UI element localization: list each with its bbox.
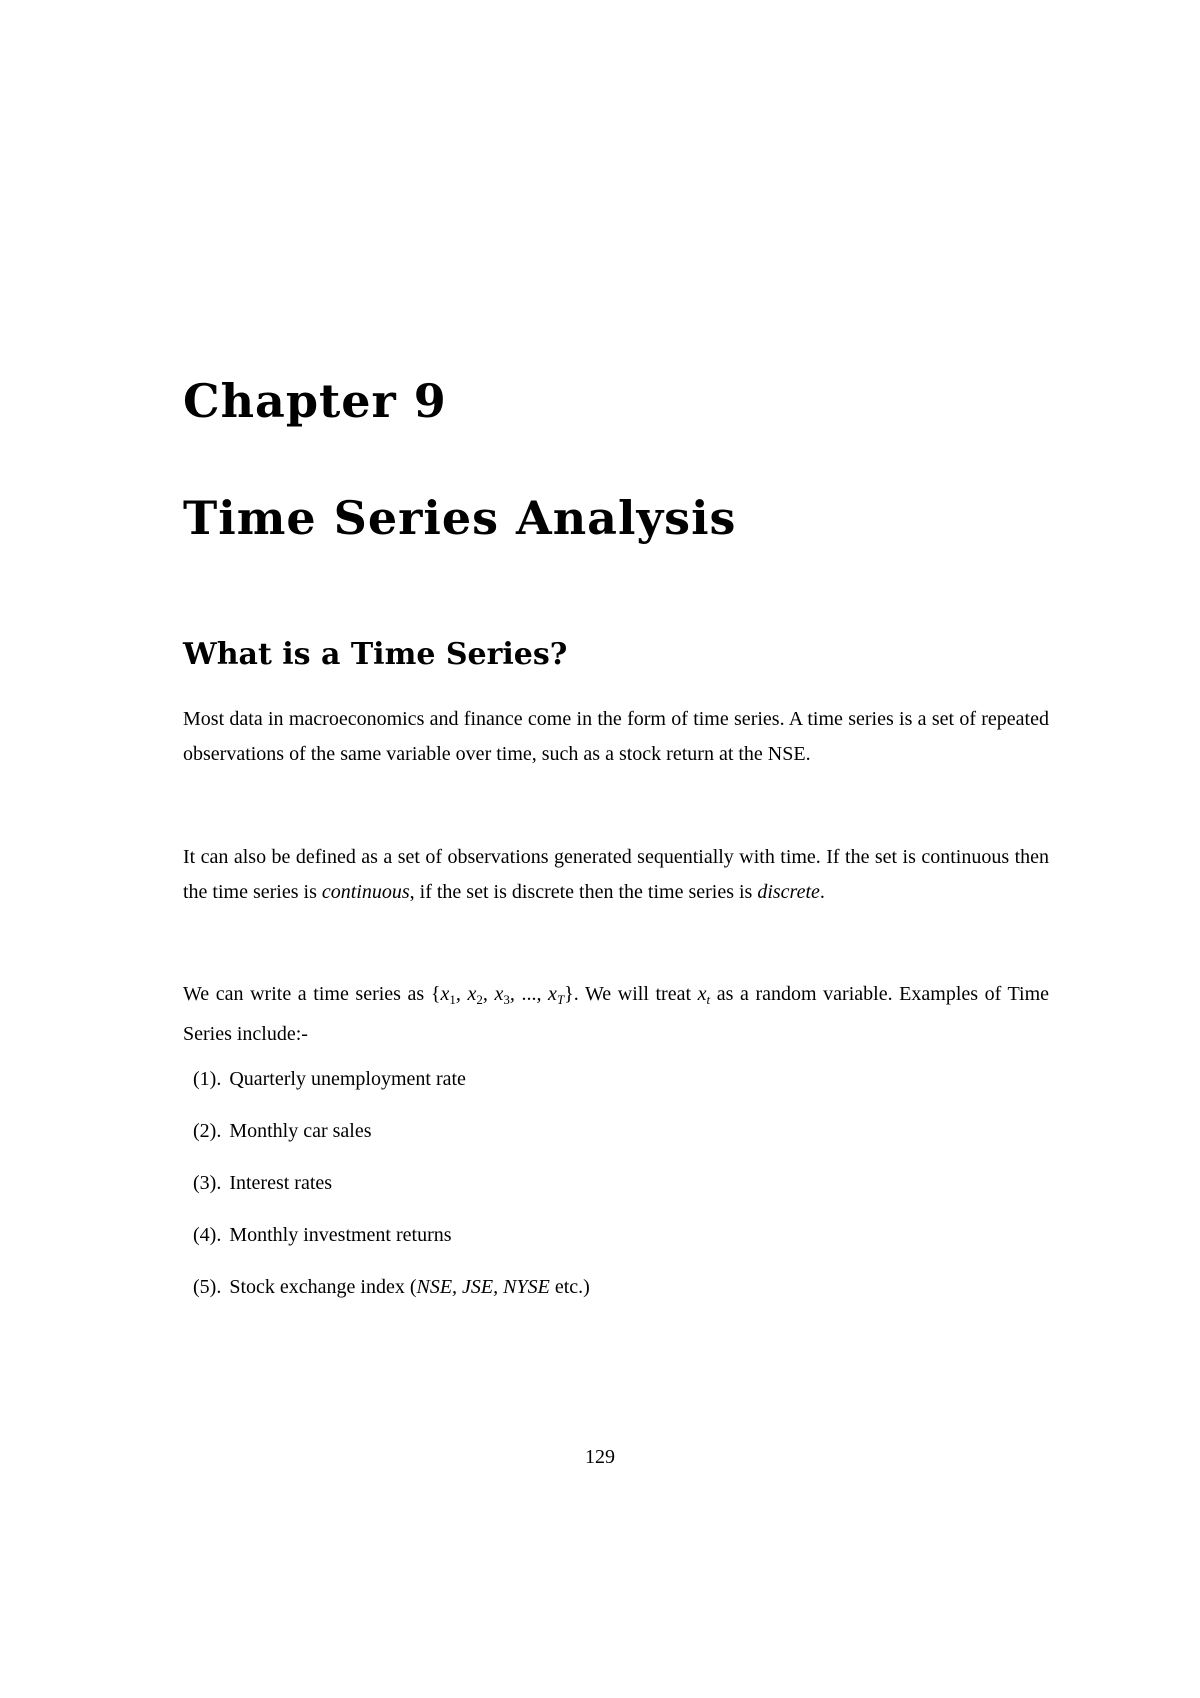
list-item <box>193 1166 590 1218</box>
paragraph-notation <box>183 977 1049 1052</box>
term-discrete: discrete <box>757 881 820 903</box>
list-item-label: Monthly car sales <box>229 1120 372 1142</box>
list-item-label: Interest rates <box>229 1172 333 1194</box>
list-item-label: etc.) <box>549 1276 590 1298</box>
list-item-index: (1). <box>193 1068 222 1090</box>
list-item-index: (2). <box>193 1120 222 1142</box>
chapter-title: Time Series Analysis <box>183 491 737 545</box>
paragraph-definition <box>183 702 1049 772</box>
list-item <box>193 1062 590 1114</box>
list-item <box>193 1270 590 1322</box>
paragraph-continuous-discrete <box>183 840 1049 910</box>
paragraph-text: It can also be defined as a set of observations generated sequentially with time. If the set is continuous then the time series is <box>183 846 1049 903</box>
paragraph-text: Most data in macroeconomics and finance come in the form of time series. A time series is a set of repeated observations of the same variable over time, such as a stock return at the NSE. <box>183 708 1049 765</box>
term-continuous: continuous <box>321 881 410 903</box>
page-number: 129 <box>585 1446 615 1468</box>
paragraph-text: We can write a time series as <box>183 983 431 1005</box>
examples-list <box>193 1062 590 1322</box>
list-item-label: Stock exchange index ( <box>229 1276 417 1298</box>
paragraph-text: , if the set is discrete then the time series is <box>409 881 758 903</box>
section-heading: What is a Time Series? <box>183 637 568 672</box>
paragraph-text: as a random variable. Examples of Time Series include:- <box>183 983 1050 1045</box>
paragraph-text: . <box>819 881 825 903</box>
list-item-label: Monthly investment returns <box>229 1224 452 1246</box>
chapter-label: Chapter 9 <box>183 374 447 428</box>
random-variable-notation: $x_t$ <box>697 983 711 1007</box>
list-item-label: Quarterly unemployment rate <box>229 1068 466 1090</box>
list-item-index: (5). <box>193 1276 222 1298</box>
paragraph-text: . We will treat <box>573 983 698 1005</box>
series-set-notation: {$x_1$, $x_2$, $x_3$, ..., $x_T$} <box>430 983 574 1007</box>
list-item-index: (4). <box>193 1224 222 1246</box>
list-item <box>193 1114 590 1166</box>
list-item <box>193 1218 590 1270</box>
exchange-names: NSE, JSE, NYSE <box>416 1276 550 1298</box>
list-item-index: (3). <box>193 1172 222 1194</box>
